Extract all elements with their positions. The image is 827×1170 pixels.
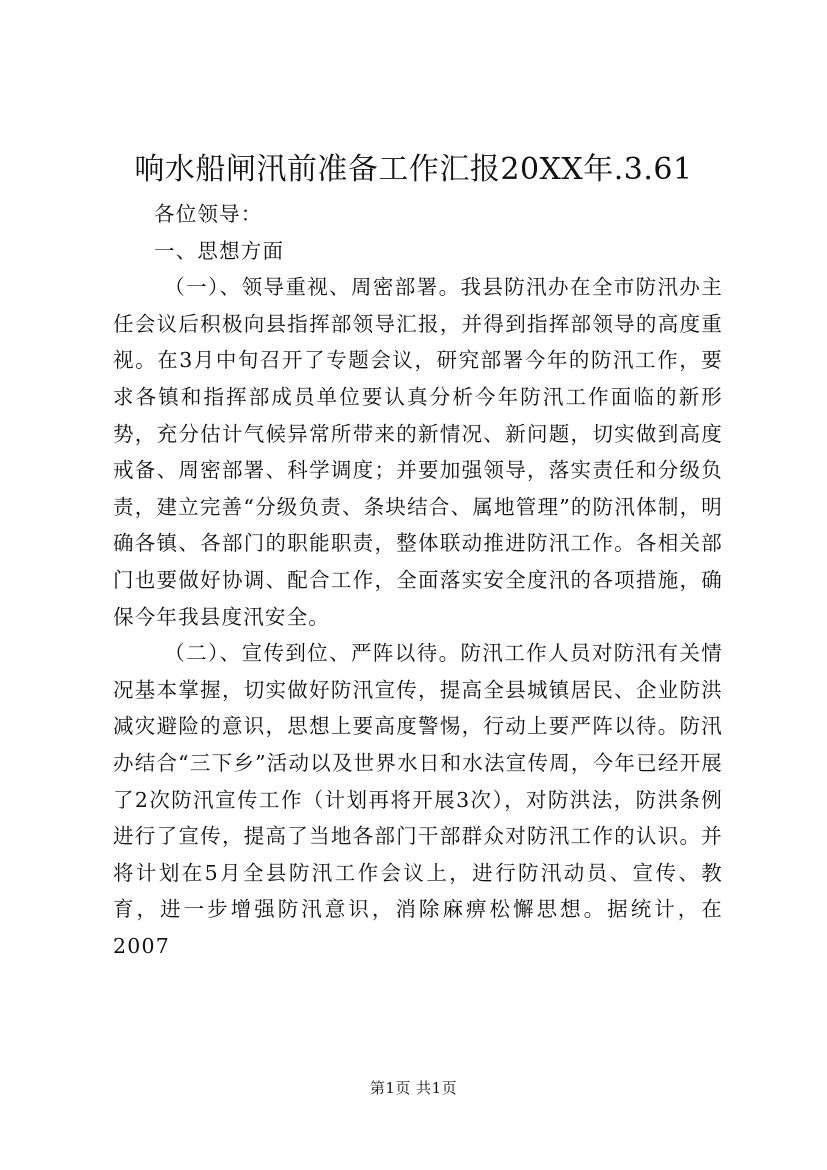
salutation: 各位领导： — [154, 202, 263, 226]
document-body — [113, 196, 723, 964]
paragraph-2: （二）、宣传到位、严阵以待。防汛工作人员对防汛有关情况基本掌握，切实做好防汛宣传，提高全县城镇居民、企业防洪减灾避险的意识，思想上要高度警惕，行动上要严阵以待。防汛办结合“三下乡”活动以及世界水日和水法宣传周，今年已经开展了2次防汛宣传工作（计划再将开展3次），对防洪法，防洪条例进行了宣传，提高了当地各部门干部群众对防汛工作的认识。并将计划在5月全县防汛工作会议上，进行防汛动员、宣传、教育，进一步增强防汛意识，消除麻痹松懈思想。据统计，在2007 — [113, 641, 723, 958]
document-title: 响水船闸汛前准备工作汇报20XX年.3.61 — [134, 152, 693, 187]
paragraph-1: （一）、领导重视、周密部署。我县防汛办在全市防汛办主任会议后积极向县指挥部领导汇报，并得到指挥部领导的高度重视。在3月中旬召开了专题会议，研究部署今年的防汛工作，要求各镇和指挥部成员单位要认真分析今年防汛工作面临的新形势，充分估计气候异常所带来的新情况、新问题，切实做到高度戒备、周密部署、科学调度；并要加强领导，落实责任和分级负责，建立完善“分级负责、条块结合、属地管理”的防汛体制，明确各镇、各部门的职能职责，整体联动推进防汛工作。各相关部门也要做好协调、配合工作，全面落实安全度汛的各项措施，确保今年我县度汛安全。 — [113, 275, 723, 629]
page-footer: 第1页 共1页 — [369, 1079, 458, 1097]
section-heading: 一、思想方面 — [154, 238, 285, 263]
